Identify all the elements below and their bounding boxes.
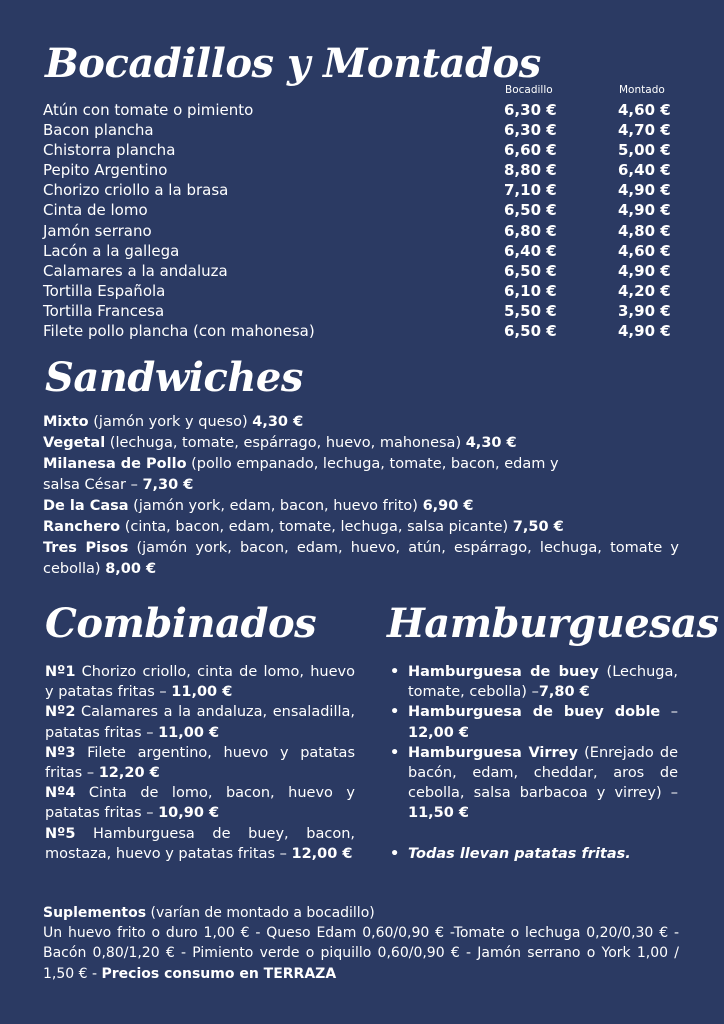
price-bocadillo: 6,10 € (504, 281, 557, 300)
sandwich-name: Vegetal (43, 435, 106, 451)
combo-price: 11,00 € (171, 684, 233, 701)
price-montado: 4,70 € (618, 121, 671, 140)
combo-number: Nº2 (45, 704, 76, 721)
suplementos-heading (43, 903, 679, 923)
burger-name: Hamburguesa de buey doble (408, 704, 661, 721)
combo-item (45, 662, 355, 702)
sandwich-price: 4,30 € (252, 414, 304, 430)
sandwich-item (43, 454, 563, 496)
combo-item (45, 824, 355, 864)
suplementos-sub: (varían de montado a bocadillo) (146, 905, 375, 921)
item-name: Cinta de lomo (43, 201, 148, 220)
sandwich-name: De la Casa (43, 498, 129, 514)
burger-name: Hamburguesa Virrey (408, 744, 578, 761)
burger-note (388, 844, 678, 864)
combo-item (45, 743, 355, 783)
price-bocadillo: 5,50 € (504, 301, 557, 320)
burger-item (388, 743, 678, 824)
sandwich-item (43, 496, 679, 517)
sandwich-price: 7,50 € (512, 519, 564, 535)
combo-desc: Chorizo criollo, cinta de lomo, huevo y patatas fritas – (45, 664, 355, 701)
item-name: Atún con tomate o pimiento (43, 101, 254, 119)
suplementos-label: Suplementos (43, 905, 147, 921)
suplementos-list: Un huevo frito o duro 1,00 € - Queso Edam 0,60/0,90 € -Tomate o lechuga 0,20/0,30 € - Bacón 0,80/1,20 € - Pimiento verde o piquillo 0,60/0,90 € - Jamón serrano o York 1,00 / 1,50 € - (43, 925, 679, 982)
sandwiches-title: Sandwiches (45, 354, 303, 401)
combo-number: Nº4 (45, 785, 76, 802)
item-name: Lacón a la gallega (43, 241, 180, 260)
menu-item (43, 281, 683, 301)
combo-price: 12,00 € (291, 845, 353, 862)
column-header-bocadillo: Bocadillo (505, 84, 553, 96)
combo-number: Nº1 (45, 664, 76, 680)
combo-number: Nº3 (45, 744, 76, 761)
sandwich-price: 7,30 € (142, 477, 194, 493)
price-bocadillo: 6,50 € (504, 322, 557, 341)
suplementos-text (43, 923, 679, 984)
bullet-icon: • (390, 704, 400, 721)
combo-price: 11,00 € (158, 724, 220, 741)
combinados-list (45, 662, 355, 864)
sandwich-desc: (jamón york, edam, bacon, huevo frito) (128, 498, 423, 514)
price-bocadillo: 6,30 € (504, 101, 557, 119)
sandwich-item (43, 538, 679, 580)
burger-desc: (Enrejado de bacón, edam, cheddar, aros de cebolla, salsa barbacoa y virrey) – (408, 744, 678, 802)
sandwich-desc: (jamón york, bacon, edam, huevo, atún, espárrago, lechuga, tomate y cebolla) (43, 540, 679, 577)
price-bocadillo: 7,10 € (504, 181, 557, 200)
combo-item (45, 783, 355, 823)
price-montado: 6,40 € (618, 161, 671, 180)
sandwich-item (43, 412, 679, 433)
combo-number: Nº5 (45, 825, 76, 842)
menu-item (43, 120, 683, 140)
burger-desc: (Lechuga, tomate, cebolla) – (408, 664, 678, 701)
sandwich-price: 4,30 € (465, 435, 517, 451)
combo-desc: Cinta de lomo, bacon, huevo y patatas fritas – (45, 785, 355, 822)
burger-price: 11,50 € (408, 805, 470, 822)
bullet-icon: • (390, 845, 400, 862)
sandwich-name: Ranchero (43, 519, 121, 535)
sandwich-price: 8,00 € (105, 561, 157, 577)
item-name: Tortilla Francesa (43, 301, 165, 320)
price-montado: 3,90 € (618, 301, 671, 320)
price-montado: 4,60 € (618, 101, 671, 119)
price-bocadillo: 6,50 € (504, 261, 557, 280)
price-montado: 4,90 € (618, 261, 671, 280)
sandwiches-list (43, 412, 679, 580)
combo-price: 10,90 € (158, 805, 220, 822)
combo-desc: Filete argentino, huevo y patatas fritas – (45, 744, 355, 782)
bullet-icon: • (390, 744, 400, 761)
burger-name: Hamburguesa de buey (408, 664, 599, 680)
sandwich-desc: (lechuga, tomate, espárrago, huevo, mahonesa) (105, 435, 466, 451)
terraza-note: Precios consumo en TERRAZA (101, 965, 337, 982)
menu-item (43, 100, 683, 120)
burger-price: 7,80 € (538, 684, 590, 701)
price-montado: 5,00 € (618, 141, 671, 160)
item-name: Bacon plancha (43, 121, 154, 140)
burger-price: 12,00 € (408, 724, 470, 741)
bullet-icon: • (390, 664, 400, 680)
menu-item (43, 221, 683, 241)
combo-item (45, 702, 355, 742)
column-header-montado: Montado (619, 84, 665, 96)
sandwich-name: Mixto (43, 414, 89, 430)
sandwich-desc: (cinta, bacon, edam, tomate, lechuga, salsa picante) (120, 519, 513, 535)
item-name: Calamares a la andaluza (43, 261, 228, 280)
price-montado: 4,80 € (618, 221, 671, 240)
combo-price: 12,20 € (98, 765, 160, 782)
note-text: Todas llevan patatas fritas. (408, 845, 631, 862)
sandwich-name: Milanesa de Pollo (43, 456, 187, 472)
item-name: Pepito Argentino (43, 161, 168, 180)
hamburguesas-list (388, 662, 678, 864)
menu-item (43, 200, 683, 220)
item-name: Tortilla Española (43, 281, 166, 300)
price-montado: 4,90 € (618, 322, 671, 341)
price-bocadillo: 6,40 € (504, 241, 557, 260)
price-bocadillo: 6,60 € (504, 141, 557, 160)
menu-item (43, 261, 683, 281)
price-montado: 4,20 € (618, 281, 671, 300)
menu-item (43, 301, 683, 321)
price-bocadillo: 8,80 € (504, 161, 557, 180)
bocadillos-title: Bocadillos y Montados (45, 40, 541, 87)
item-name: Jamón serrano (43, 221, 152, 240)
item-name: Filete pollo plancha (con mahonesa) (43, 322, 315, 341)
sandwich-name: Tres Pisos (43, 540, 129, 556)
suplementos-block (43, 903, 679, 984)
menu-item (43, 241, 683, 261)
hamburguesas-title: Hamburguesas (387, 600, 719, 647)
sandwich-item (43, 517, 679, 538)
menu-item (43, 160, 683, 180)
burger-desc: – (660, 704, 678, 721)
combo-desc: Hamburguesa de buey, bacon, mostaza, huevo y patatas fritas – (45, 825, 355, 862)
price-bocadillo: 6,30 € (504, 121, 557, 140)
combo-desc: Calamares a la andaluza, ensaladilla, patatas fritas – (45, 704, 355, 741)
price-montado: 4,60 € (618, 241, 671, 260)
menu-item (43, 321, 683, 341)
price-bocadillo: 6,80 € (504, 221, 557, 240)
combinados-title: Combinados (45, 600, 317, 647)
price-montado: 4,90 € (618, 201, 671, 220)
sandwich-price: 6,90 € (422, 498, 474, 514)
menu-item (43, 180, 683, 200)
sandwich-desc: (pollo empanado, lechuga, tomate, bacon, edam y salsa César – (43, 456, 559, 493)
burger-item (388, 662, 678, 702)
price-montado: 4,90 € (618, 181, 671, 200)
price-bocadillo: 6,50 € (504, 201, 557, 220)
item-name: Chorizo criollo a la brasa (43, 181, 229, 200)
burger-item (388, 702, 678, 742)
menu-item (43, 140, 683, 160)
sandwich-item (43, 433, 679, 454)
bocadillos-price-list (43, 100, 683, 341)
item-name: Chistorra plancha (43, 141, 176, 160)
sandwich-desc: (jamón york y queso) (88, 414, 253, 430)
